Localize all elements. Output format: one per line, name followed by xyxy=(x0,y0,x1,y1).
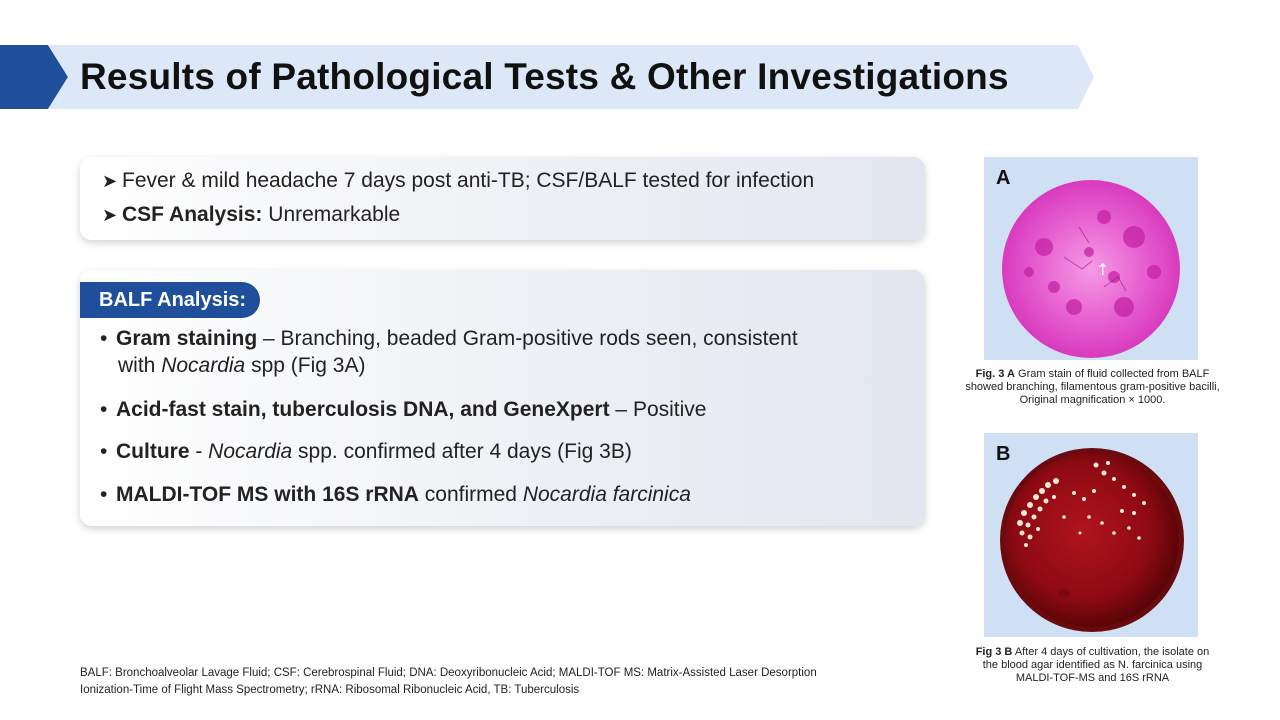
abbreviations-footnote xyxy=(80,665,890,699)
gram-cont-italic: Nocardia xyxy=(161,354,246,377)
figure-b-caption-line2: the blood agar identified as N. farcinica using xyxy=(982,659,1203,671)
page-title: Results of Pathological Tests & Other Investigations xyxy=(80,56,1009,97)
summary-line-csf xyxy=(102,203,400,227)
acid-label: Acid-fast stain, tuberculosis DNA, and GeneXpert xyxy=(116,398,610,421)
gram-staining-item xyxy=(100,327,798,351)
maldi-italic: Nocardia farcinica xyxy=(522,483,691,506)
arrow-right-icon: ➤ xyxy=(102,205,118,225)
fever-text: Fever & mild headache 7 days post anti-TB; CSF/BALF tested for infection xyxy=(122,169,815,192)
culture-post: spp. confirmed after 4 days (Fig 3B) xyxy=(292,440,632,463)
balf-card xyxy=(80,270,925,526)
maldi-item xyxy=(100,483,691,507)
gram-cont-post: spp (Fig 3A) xyxy=(245,354,366,377)
figure-a-caption-line2: showed branching, filamentous gram-positive bacilli, xyxy=(965,381,1220,393)
gram-stain-image xyxy=(984,157,1198,360)
acid-text: – Positive xyxy=(609,398,707,421)
blood-agar-plate-image xyxy=(984,433,1198,637)
figure-a-caption xyxy=(940,368,1245,407)
maldi-label: MALDI-TOF MS with 16S rRNA xyxy=(116,483,419,506)
bullet-dot-icon: • xyxy=(100,483,108,506)
balf-header-pill: BALF Analysis: xyxy=(80,282,260,318)
summary-line-fever xyxy=(102,169,814,193)
figure-a-caption-line1: Gram stain of fluid collected from BALF xyxy=(1014,368,1210,380)
culture-italic: Nocardia xyxy=(208,440,293,463)
culture-item xyxy=(100,440,632,464)
footnote-line2: Ionization-Time of Flight Mass Spectrometry; rRNA: Ribosomal Ribonucleic Acid, TB: Tuberculosis xyxy=(80,684,580,696)
figure-a-caption-label: Fig. 3 A xyxy=(975,368,1015,380)
culture-label: Culture xyxy=(116,440,190,463)
svg-text:↑: ↑ xyxy=(1096,260,1110,279)
figure-b-caption-label: Fig 3 B xyxy=(975,646,1013,658)
maldi-text: confirmed xyxy=(418,483,523,506)
figure-b-caption-line1: After 4 days of cultivation, the isolate on xyxy=(1012,646,1210,658)
arrow-right-icon: ➤ xyxy=(102,171,118,191)
figure-b-caption-line3: MALDI-TOF-MS and 16S rRNA xyxy=(1015,672,1170,684)
acid-fast-item xyxy=(100,398,706,422)
gram-text: – Branching, beaded Gram-positive rods seen, consistent xyxy=(257,327,798,350)
figure-a xyxy=(984,157,1198,360)
figure-b xyxy=(984,433,1198,637)
bullet-dot-icon: • xyxy=(100,327,108,350)
figure-a-letter: A xyxy=(996,167,1011,189)
culture-pre: - xyxy=(189,440,209,463)
gram-label: Gram staining xyxy=(116,327,258,350)
figure-a-caption-line3: Original magnification × 1000. xyxy=(1019,394,1166,406)
figure-b-letter: B xyxy=(996,443,1011,465)
summary-card xyxy=(80,157,925,240)
csf-value: Unremarkable xyxy=(262,203,401,226)
footnote-line1: BALF: Bronchoalveolar Lavage Fluid; CSF: Cerebrospinal Fluid; DNA: Deoxyribonucleic Acid; MALDI-TOF MS: Matrix-Assisted Laser Desorption xyxy=(80,667,817,679)
bullet-dot-icon: • xyxy=(100,440,108,463)
gram-cont-pre: with xyxy=(118,354,162,377)
gram-staining-continuation xyxy=(118,354,365,378)
figure-b-caption xyxy=(945,646,1240,685)
bullet-dot-icon: • xyxy=(100,398,108,421)
csf-label: CSF Analysis: xyxy=(122,203,263,226)
